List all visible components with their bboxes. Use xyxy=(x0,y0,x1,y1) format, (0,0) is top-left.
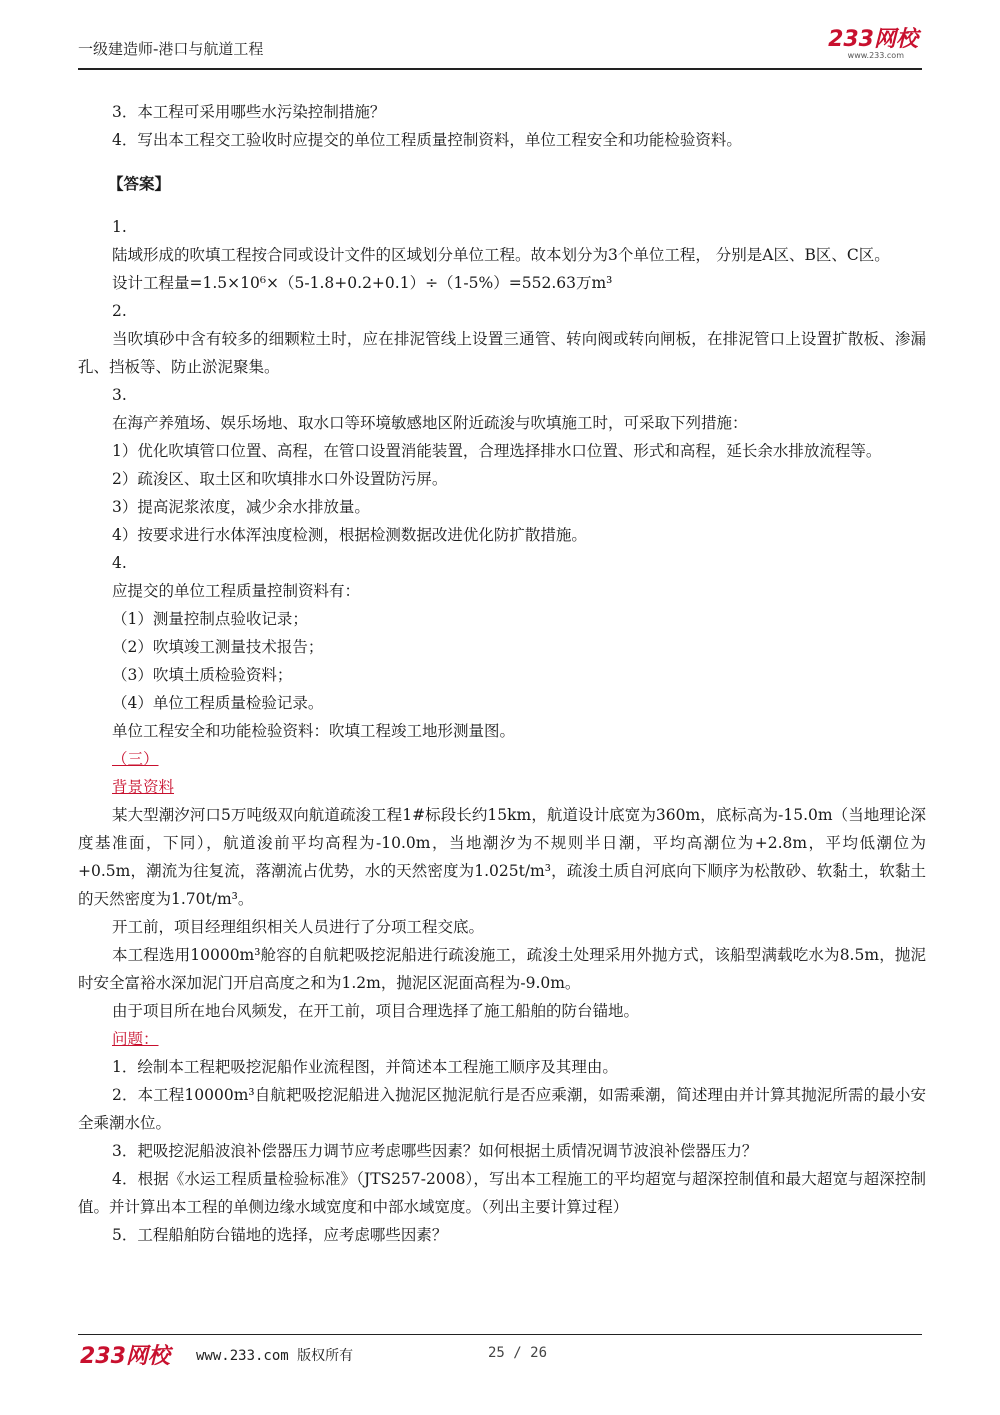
logo-text: 233网校 xyxy=(828,27,918,52)
answer-4-item: （4）单位工程质量检验记录。 xyxy=(112,694,324,712)
page-number: 25 / 26 xyxy=(488,1345,548,1361)
answer-3-item: 3）提高泥浆浓度，减少余水排放量。 xyxy=(112,498,370,516)
question-3: 3．本工程可采用哪些水污染控制措施？ xyxy=(112,103,386,121)
answer-3-text: 在海产养殖场、娱乐场地、取水口等环境敏感地区附近疏浚与吹填施工时，可采取下列措施： xyxy=(112,414,748,432)
answer-label: 【答案】 xyxy=(108,173,171,193)
answer-1-text: 陆域形成的吹填工程按合同或设计文件的区域划分单位工程。故本划分为3个单位工程， 分别是A区、B区、C区。 xyxy=(112,246,890,264)
question-item: 2．本工程10000m³自航耙吸挖泥船进入抛泥区抛泥航行是否应乘潮，如需乘潮，简述理由并计算其抛泥所需的最小安全乘潮水位。 xyxy=(78,1086,926,1132)
answer-2-number: 2. xyxy=(112,302,127,320)
logo-url: www.233.com xyxy=(847,51,904,60)
questions-heading: 问题： xyxy=(112,1030,159,1048)
header-divider xyxy=(78,68,922,70)
answer-3-number: 3. xyxy=(112,386,127,404)
answer-1-formula: 设计工程量=1.5×10⁶×（5-1.8+0.2+0.1）÷（1-5%）=552.63万m³ xyxy=(112,274,613,292)
answer-3-item: 4）按要求进行水体浑浊度检测，根据检测数据改进优化防扩散措施。 xyxy=(112,526,587,544)
background-paragraph: 本工程选用10000m³舱容的自航耙吸挖泥船进行疏浚施工，疏浚土处理采用外抛方式，该船型满载吃水为8.5m，抛泥时安全富裕水深加泥门开启高度之和为1.2m，抛泥区泥面高程为-9.0m。 xyxy=(78,946,926,992)
section-heading: （三） xyxy=(112,750,159,768)
answer-4-text: 应提交的单位工程质量控制资料有： xyxy=(112,582,361,600)
answer-4-item: （2）吹填竣工测量技术报告； xyxy=(112,638,324,656)
answer-4-item: （1）测量控制点验收记录； xyxy=(112,610,308,628)
footer-divider xyxy=(78,1334,922,1335)
document-header-title: 一级建造师-港口与航道工程 xyxy=(78,40,264,58)
background-paragraph: 开工前，项目经理组织相关人员进行了分项工程交底。 xyxy=(112,918,485,936)
background-paragraph: 由于项目所在地台风频发，在开工前，项目合理选择了施工船舶的防台锚地。 xyxy=(112,1002,640,1020)
answer-4-safety: 单位工程安全和功能检验资料：吹填工程竣工地形测量图。 xyxy=(112,722,516,740)
brand-logo xyxy=(828,28,918,60)
document-body xyxy=(78,98,926,1249)
question-item: 4．根据《水运工程质量检验标准》（JTS257-2008），写出本工程施工的平均超宽与超深控制值和最大超宽与超深控制值。并计算出本工程的单侧边缘水域宽度和中部水域宽度。（列出主要计算过程） xyxy=(78,1170,926,1216)
answer-4-number: 4. xyxy=(112,554,127,572)
footer-copyright: www.233.com 版权所有 xyxy=(196,1348,354,1364)
question-item: 5．工程船舶防台锚地的选择，应考虑哪些因素？ xyxy=(112,1226,448,1244)
background-heading: 背景资料 xyxy=(112,778,175,796)
answer-3-item: 1）优化吹填管口位置、高程，在管口设置消能装置，合理选择排水口位置、形式和高程，延长余水排放流程等。 xyxy=(112,442,882,460)
answer-4-item: （3）吹填土质检验资料； xyxy=(112,666,293,684)
answer-3-item: 2）疏浚区、取土区和吹填排水口外设置防污屏。 xyxy=(112,470,448,488)
background-paragraph: 某大型潮汐河口5万吨级双向航道疏浚工程1#标段长约15km，航道设计底宽为360m，底标高为-15.0m（当地理论深度基准面，下同），航道浚前平均高程为-10.0m，当地潮汐为不规则半日潮，平均高潮位为+2.8m，平均低潮位为+0.5m，潮流为往复流，落潮流占优势，水的天然密度为1.025t/m³，疏浚土质自河底向下顺序为松散砂、软黏土，软黏土的天然密度为1.70t/m³。 xyxy=(78,806,926,908)
footer-logo: 233网校 xyxy=(80,1344,170,1369)
answer-2-text: 当吹填砂中含有较多的细颗粒土时，应在排泥管线上设置三通管、转向阀或转向闸板，在排泥管口上设置扩散板、渗漏孔、挡板等、防止淤泥聚集。 xyxy=(78,330,926,376)
question-item: 1．绘制本工程耙吸挖泥船作业流程图，并简述本工程施工顺序及其理由。 xyxy=(112,1058,618,1076)
question-item: 3．耙吸挖泥船波浪补偿器压力调节应考虑哪些因素？如何根据土质情况调节波浪补偿器压力？ xyxy=(112,1142,758,1160)
question-4: 4．写出本工程交工验收时应提交的单位工程质量控制资料，单位工程安全和功能检验资料。 xyxy=(112,131,742,149)
answer-1-number: 1. xyxy=(112,218,127,236)
